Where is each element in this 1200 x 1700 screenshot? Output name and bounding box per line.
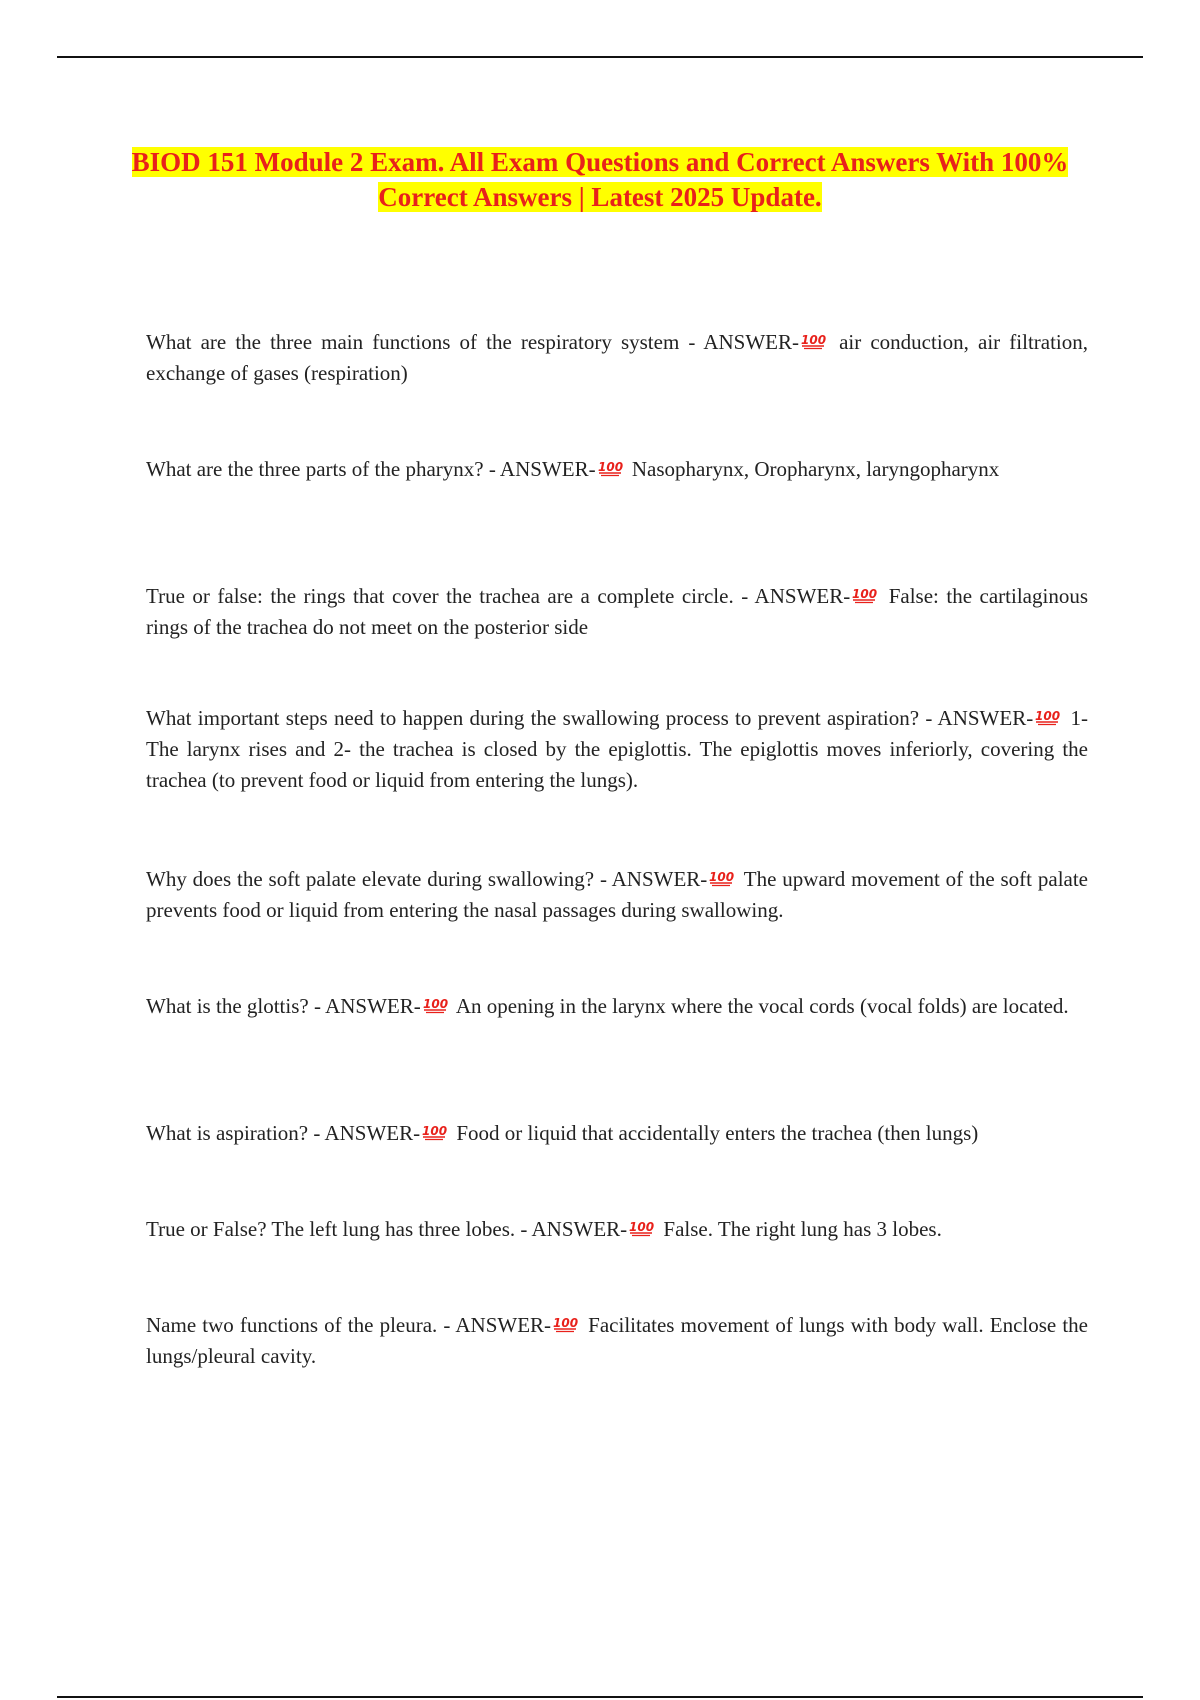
document-title-text: BIOD 151 Module 2 Exam. All Exam Questions and Correct Answers With 100% Correct Answers | Latest 2025 Update. (131, 147, 1069, 212)
svg-text:100: 100 (709, 870, 735, 884)
qa-item-1 (146, 327, 1088, 389)
answer-text: 1- The larynx rises and 2- the trachea is closed by the epiglottis. The epiglottis moves inferiorly, covering the trachea (to prevent food or liquid from entering the lungs). (146, 706, 1089, 792)
qa-item-5 (146, 864, 1088, 926)
answer-text: Food or liquid that accidentally enters the trachea (then lungs) (456, 1121, 979, 1145)
hundred-points-icon (628, 1217, 654, 1237)
svg-text:100: 100 (553, 1316, 579, 1330)
answer-text: Nasopharynx, Oropharynx, laryngopharynx (631, 457, 1000, 481)
hundred-points-icon (1034, 706, 1060, 726)
qa-item-2 (146, 454, 1088, 485)
question-text: What are the three parts of the pharynx? (146, 457, 484, 481)
question-text: Why does the soft palate elevate during swallowing? (146, 867, 595, 891)
answer-text: An opening in the larynx where the vocal cords (vocal folds) are located. (455, 994, 1069, 1018)
answer-marker: - ANSWER- (741, 584, 851, 608)
qa-item-8 (146, 1214, 1088, 1245)
question-text: Name two functions of the pleura. (146, 1313, 438, 1337)
qa-item-3 (146, 581, 1088, 643)
document-title (100, 145, 1100, 215)
svg-text:100: 100 (597, 460, 623, 474)
answer-marker: - ANSWER- (443, 1313, 552, 1337)
answer-marker: - ANSWER- (520, 1217, 628, 1241)
svg-text:100: 100 (629, 1220, 655, 1234)
hundred-points-icon (800, 330, 826, 350)
answer-marker: - ANSWER- (688, 330, 799, 354)
hundred-points-icon (597, 457, 623, 477)
question-text: What are the three main functions of the respiratory system (146, 330, 680, 354)
hundred-points-icon (421, 1121, 447, 1141)
hundred-points-icon (708, 867, 734, 887)
answer-marker: - ANSWER- (599, 867, 708, 891)
answer-text: The upward movement of the soft palate prevents food or liquid from entering the nasal passages during swallowing. (146, 867, 1089, 922)
qa-item-9 (146, 1310, 1088, 1372)
answer-text: Facilitates movement of lungs with body wall. Enclose the lungs/pleural cavity. (146, 1313, 1088, 1368)
question-text: True or false: the rings that cover the trachea are a complete circle. (146, 584, 734, 608)
answer-text: air conduction, air filtration, exchange of gases (respiration) (146, 330, 1089, 385)
hundred-points-icon (422, 994, 448, 1014)
answer-text: False. The right lung has 3 lobes. (663, 1217, 942, 1241)
qa-item-7 (146, 1118, 1088, 1149)
question-text: What is aspiration? (146, 1121, 309, 1145)
hundred-points-icon (851, 584, 877, 604)
hundred-points-icon (552, 1313, 578, 1333)
answer-marker: - ANSWER- (313, 994, 421, 1018)
answer-marker: - ANSWER- (925, 706, 1034, 730)
svg-text:100: 100 (852, 587, 878, 601)
answer-text: False: the cartilaginous rings of the trachea do not meet on the posterior side (146, 584, 1089, 639)
question-text: What important steps need to happen during the swallowing process to prevent aspiration? (146, 706, 920, 730)
question-text: True or False? The left lung has three lobes. (146, 1217, 516, 1241)
svg-text:100: 100 (422, 997, 448, 1011)
qa-item-6 (146, 991, 1088, 1022)
answer-marker: - ANSWER- (313, 1121, 421, 1145)
top-rule (57, 56, 1143, 58)
svg-text:100: 100 (1035, 709, 1061, 723)
question-text: What is the glottis? (146, 994, 309, 1018)
qa-item-4 (146, 703, 1088, 796)
svg-text:100: 100 (801, 333, 826, 347)
answer-marker: - ANSWER- (488, 457, 596, 481)
svg-text:100: 100 (422, 1124, 448, 1138)
bottom-rule (57, 1696, 1143, 1698)
